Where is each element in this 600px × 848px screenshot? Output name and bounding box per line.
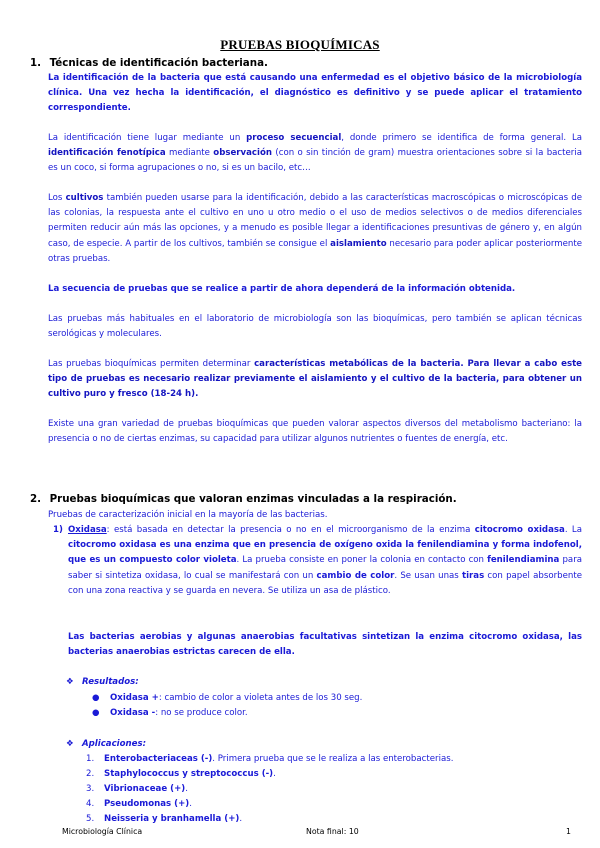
section-2-number: 2.	[30, 493, 42, 505]
p2-bold-observation: observación	[213, 148, 272, 159]
s1-paragraph-5: Las pruebas más habituales en el laboratorio de microbiología son las bioquímicas, pero también se aplican técnicas serológicas y moleculares.	[48, 314, 582, 340]
p2-text-g: (con o sin tinción de gram) muestra orientaciones sobre si la bacteria es un coco, si forma agrupaciones o no, si es un bacilo, etc…	[48, 148, 582, 174]
application-item	[86, 812, 243, 826]
p6-bold-requirements: . Para llevar a cabo este tipo de pruebas es necesario realizar previamente el aislamiento y el cultivo de la bacteria, para obtener un cultivo puro y fresco (18-24 h).	[48, 359, 583, 400]
s1-paragraph-6	[48, 357, 582, 403]
section-2-heading	[30, 493, 457, 505]
s1-paragraph-4: La secuencia de pruebas que se realice a partir de ahora dependerá de la información obtenida.	[48, 284, 516, 294]
result-name: Oxidasa -	[110, 708, 156, 718]
result-text: : cambio de color a violeta antes de los 30 seg.	[158, 693, 363, 703]
app-name: Enterobacteriaceas (-)	[104, 754, 213, 764]
app-text: . Primera prueba que se le realiza a las enterobacterias.	[212, 754, 454, 764]
oxidasa-number: 1)	[53, 525, 63, 535]
app-name: Neisseria y branhamella (+)	[104, 814, 240, 824]
s2-intro: Pruebas de caracterización inicial en la mayoría de las bacterias.	[48, 510, 328, 520]
app-name: Pseudomonas (+)	[104, 799, 190, 809]
section-1-title: Técnicas de identificación bacteriana.	[49, 57, 268, 69]
footer-grade: Nota final: 10	[306, 827, 359, 836]
ox-text-i: . Se usan unas	[394, 570, 462, 581]
p2-text-c: , donde primero se identifica de forma general. La	[341, 133, 582, 143]
diamond-bullet-icon: ❖	[66, 739, 74, 749]
applications-heading	[66, 737, 146, 751]
app-number: 3.	[86, 784, 95, 794]
s1-paragraph-1: La identificación de la bacteria que está causando una enfermedad es el objetivo básico de la microbiología clínica. Una vez hecha la identificación, el diagnóstico es definitivo y se puede aplicar el tratamiento correspondiente.	[48, 73, 582, 114]
p2-text-e: mediante	[165, 148, 214, 159]
s1-paragraph-2	[48, 131, 582, 177]
ox-bold-strips: tiras	[462, 570, 485, 581]
result-item	[92, 706, 248, 720]
ox-bold-color-change: cambio de color	[316, 570, 395, 581]
footer-course: Microbiología Clínica	[62, 827, 143, 836]
p3-text-c: también pueden usarse para la identificación, debido a las características macroscópicas o microscópicas de las colonias, la respuesta ante el cultivo en uno u otro medio o el uso de medios selectivos o de medios diferenciales permiten reducir aún más las opciones, y a menudo es posible llegar a identificaciones presuntivas de género y, en algún caso, de especie. A partir de los cultivos, también se consigue el	[48, 193, 582, 249]
p3-bold-isolation: aislamiento	[330, 238, 387, 249]
application-item	[86, 782, 188, 796]
s1-paragraph-7: Existe una gran variedad de pruebas bioquímicas que pueden valorar aspectos diversos del metabolismo bacteriano: la presencia o no de ciertas enzimas, su capacidad para utilizar algunos nutrientes o fuentes de energía, etc.	[48, 419, 582, 445]
p3-bold-cultures: cultivos	[65, 193, 104, 203]
s1-paragraph-3	[48, 191, 582, 267]
p2-bold-process: proceso secuencial	[246, 133, 342, 143]
result-item	[92, 691, 363, 705]
oxidasa-text	[68, 523, 582, 599]
app-text: .	[239, 814, 243, 824]
p6-text-a: Las pruebas bioquímicas permiten determinar	[48, 359, 255, 369]
p3-text-a: Los	[48, 193, 66, 203]
oxidasa-note: Las bacterias aerobias y algunas anaerobias facultativas sintetizan la enzima citocromo oxidasa, las bacterias anaerobias estrictas carecen de ella.	[68, 632, 582, 658]
bullet-icon: ●	[92, 708, 100, 718]
results-heading	[66, 675, 139, 689]
ox-bold-mechanism: citocromo oxidasa es una enzima que en presencia de oxígeno oxida la fenilendiamina y forma indofenol, que es un compuesto color violeta	[68, 540, 582, 566]
ox-text-g: para saber si sintetiza oxidasa, lo cual se manifestará con un	[68, 555, 582, 581]
app-number: 4.	[86, 799, 95, 809]
app-number: 1.	[86, 754, 95, 764]
ox-text-k: con papel absorbente con una zona reactiva y se guarda en nevera. Se utiliza un asa de plástico.	[68, 570, 582, 596]
p3-text-e: necesario para poder aplicar posteriormente otras pruebas.	[48, 238, 582, 264]
p6-bold-metabolic: características metabólicas de la bacteria	[254, 359, 461, 369]
oxidasa-item	[48, 523, 582, 599]
section-2-title: Pruebas bioquímicas que valoran enzimas vinculadas a la respiración.	[49, 493, 457, 505]
section-1-heading	[30, 57, 268, 69]
footer-page-number: 1	[566, 827, 571, 836]
app-text: .	[273, 769, 276, 779]
ox-text-a: : está basada en detectar la presencia o no en el microorganismo de la enzima	[106, 525, 475, 535]
page-title: PRUEBAS BIOQUÍMICAS	[220, 37, 380, 52]
result-name: Oxidasa +	[110, 693, 159, 703]
app-name: Staphylococcus y streptococcus (-)	[104, 769, 274, 779]
application-item	[86, 767, 276, 781]
p2-bold-phenotypic: identificación fenotípica	[48, 148, 166, 159]
bullet-icon: ●	[92, 693, 100, 703]
application-item	[86, 752, 454, 766]
results-label: Resultados:	[82, 677, 139, 687]
oxidasa-name: Oxidasa	[68, 525, 107, 535]
application-item	[86, 797, 192, 811]
ox-text-c: . La	[564, 525, 582, 535]
app-text: .	[189, 799, 192, 809]
app-number: 5.	[86, 814, 95, 824]
diamond-bullet-icon: ❖	[66, 677, 74, 687]
ox-bold-phenylenediamine: fenilendiamina	[487, 555, 560, 566]
ox-bold-enzyme: citocromo oxidasa	[474, 525, 565, 535]
app-name: Vibrionaceae (+)	[104, 784, 186, 794]
result-text: : no se produce color.	[155, 708, 248, 718]
app-text: .	[185, 784, 188, 794]
applications-label: Aplicaciones:	[82, 739, 147, 749]
section-1-number: 1.	[30, 57, 42, 69]
p2-text-a: La identificación tiene lugar mediante un	[48, 133, 247, 143]
ox-text-e: . La prueba consiste en poner la colonia en contacto con	[236, 555, 488, 566]
app-number: 2.	[86, 769, 95, 779]
